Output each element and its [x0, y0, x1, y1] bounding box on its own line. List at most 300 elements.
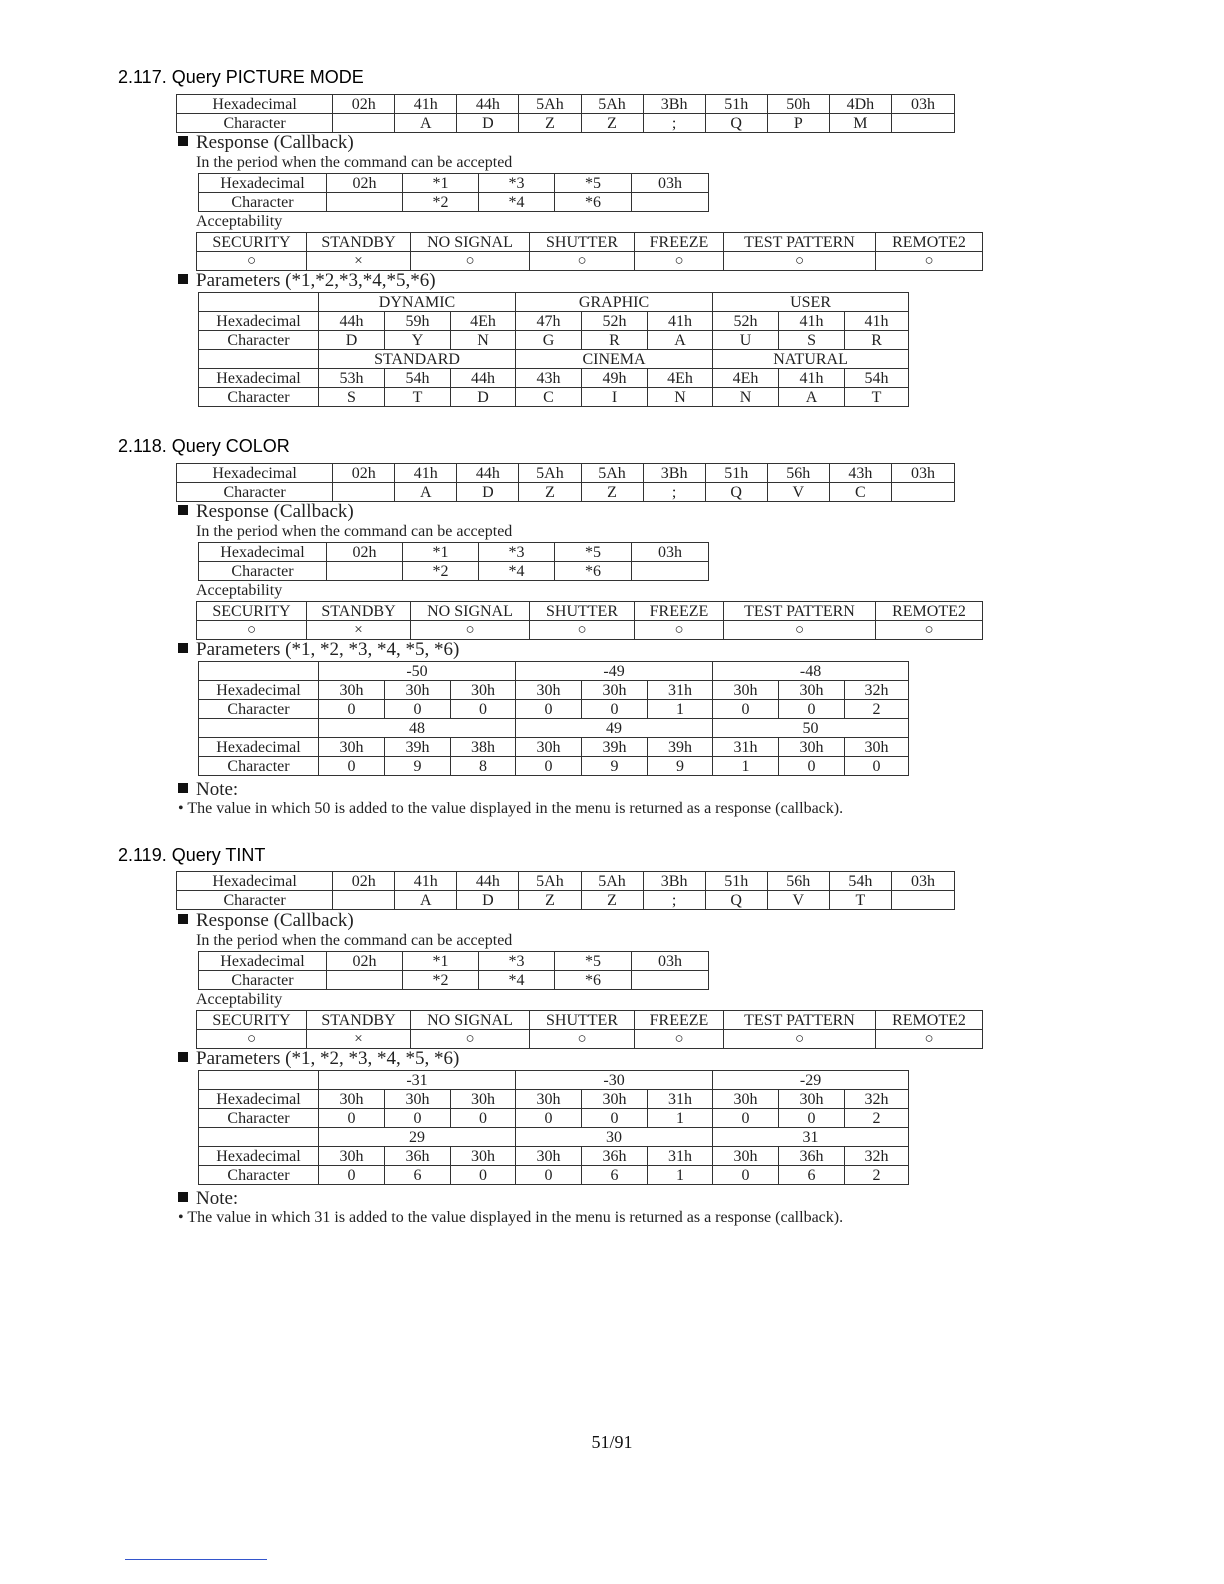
cell: Z	[581, 114, 643, 133]
heading-text: Response (Callback)	[196, 910, 354, 931]
cell: USER	[713, 293, 909, 312]
cell: 1	[648, 700, 713, 719]
cell: Character	[177, 891, 333, 910]
cell: Character	[199, 388, 319, 407]
cell: 48	[319, 719, 516, 738]
cell: 30h	[713, 681, 779, 700]
param-hex-row	[199, 1147, 909, 1166]
cell: *4	[479, 193, 555, 212]
cell: Z	[581, 483, 643, 502]
cell: 32h	[845, 1147, 909, 1166]
bullet-square-icon	[178, 274, 188, 284]
cell: 31h	[648, 1147, 713, 1166]
cell: STANDBY	[307, 1011, 411, 1030]
cell: *6	[555, 562, 632, 581]
cell: 31h	[648, 1090, 713, 1109]
cell	[199, 293, 319, 312]
cell: A	[395, 483, 457, 502]
acceptability-mark: ○	[635, 621, 724, 640]
cell: 44h	[457, 95, 519, 114]
cell: 39h	[648, 738, 713, 757]
cell: D	[457, 891, 519, 910]
cell: 52h	[582, 312, 648, 331]
cell: 30h	[451, 1090, 516, 1109]
cell: 31h	[713, 738, 779, 757]
cell: 56h	[767, 872, 829, 891]
cell: 30h	[451, 1147, 516, 1166]
cell: 32h	[845, 681, 909, 700]
cell: 54h	[385, 369, 451, 388]
response-hex-row	[199, 174, 709, 193]
section-title: 2.119. Query TINT	[118, 845, 266, 865]
param-hex-row	[199, 312, 909, 331]
cell: Hexadecimal	[199, 738, 319, 757]
cell: TEST PATTERN	[724, 1011, 876, 1030]
cell: Y	[385, 331, 451, 350]
cell: NATURAL	[713, 350, 909, 369]
cell: *1	[403, 543, 479, 562]
cell: 30h	[319, 1090, 385, 1109]
cell: 30h	[713, 1090, 779, 1109]
cell: 4Eh	[648, 369, 713, 388]
cell: G	[516, 331, 582, 350]
cell: Character	[177, 483, 333, 502]
cell: 44h	[457, 464, 519, 483]
response-table	[198, 173, 709, 212]
acceptability-mark: ○	[530, 1030, 635, 1049]
cell: A	[779, 388, 845, 407]
cell: 49	[516, 719, 713, 738]
page-number: 51/91	[591, 1432, 633, 1452]
cell: 9	[582, 757, 648, 776]
cell: 0	[582, 700, 648, 719]
cell: U	[713, 331, 779, 350]
cell: SHUTTER	[530, 602, 635, 621]
cell: 41h	[395, 464, 457, 483]
cell: STANDARD	[319, 350, 516, 369]
acceptability-label: Acceptability	[196, 991, 283, 1008]
cell	[891, 891, 954, 910]
cell: NO SIGNAL	[411, 602, 530, 621]
cell: STANDBY	[307, 233, 411, 252]
cell: 1	[713, 757, 779, 776]
response-char-row	[199, 562, 709, 581]
heading-text: Note:	[196, 1188, 239, 1209]
cell: Character	[199, 757, 319, 776]
cell: TEST PATTERN	[724, 602, 876, 621]
cell: 0	[451, 1166, 516, 1185]
acceptability-head-row	[197, 233, 983, 252]
note-heading	[178, 1188, 238, 1210]
cell: Character	[199, 193, 327, 212]
cell: -31	[319, 1071, 516, 1090]
heading-text: Response (Callback)	[196, 501, 354, 522]
cell: 3Bh	[643, 464, 705, 483]
cell: S	[319, 388, 385, 407]
cell: 9	[385, 757, 451, 776]
response-hex-row	[199, 543, 709, 562]
acceptability-label: Acceptability	[196, 582, 283, 599]
cell: D	[319, 331, 385, 350]
cell: 03h	[891, 872, 954, 891]
response-char-row	[199, 193, 709, 212]
acceptability-mark: ○	[724, 621, 876, 640]
cell: 0	[385, 700, 451, 719]
cell: S	[779, 331, 845, 350]
param-hex-row	[199, 369, 909, 388]
acceptability-label: Acceptability	[196, 213, 283, 230]
cell: A	[395, 114, 457, 133]
param-char-row	[199, 331, 909, 350]
cell: 0	[713, 1166, 779, 1185]
cell: Character	[199, 1109, 319, 1128]
cell: 51h	[705, 464, 767, 483]
parameters-table	[198, 1070, 909, 1185]
cell: 31h	[648, 681, 713, 700]
param-char-row	[199, 757, 909, 776]
cell: -48	[713, 662, 909, 681]
command-hex-row	[177, 464, 955, 483]
cell: 2	[845, 1166, 909, 1185]
cell: 30h	[319, 681, 385, 700]
cell: SECURITY	[197, 1011, 307, 1030]
cell: NO SIGNAL	[411, 233, 530, 252]
cell	[327, 193, 403, 212]
cell: 30	[516, 1128, 713, 1147]
cell: Z	[519, 483, 581, 502]
cell: 0	[516, 757, 582, 776]
cell: REMOTE2	[876, 602, 983, 621]
response-heading	[178, 910, 354, 932]
heading-text: Parameters (*1, *2, *3, *4, *5, *6)	[196, 639, 460, 660]
cell: Hexadecimal	[177, 872, 333, 891]
acceptability-mark: ×	[307, 621, 411, 640]
cell: 03h	[891, 464, 954, 483]
bullet-square-icon	[178, 643, 188, 653]
cell: 1	[648, 1109, 713, 1128]
cell: Hexadecimal	[199, 543, 327, 562]
cell: 44h	[319, 312, 385, 331]
cell: Hexadecimal	[199, 174, 327, 193]
cell: -29	[713, 1071, 909, 1090]
cell: Character	[199, 562, 327, 581]
cell: 4Dh	[829, 95, 891, 114]
bullet-square-icon	[178, 783, 188, 793]
acceptability-mark: ○	[635, 252, 724, 271]
cell: 5Ah	[519, 872, 581, 891]
cell: 29	[319, 1128, 516, 1147]
cell: 30h	[385, 681, 451, 700]
cell: -49	[516, 662, 713, 681]
cell: 0	[385, 1109, 451, 1128]
cell: 1	[648, 1166, 713, 1185]
cell: 0	[516, 1166, 582, 1185]
parameters-table	[198, 292, 909, 407]
command-char-row	[177, 483, 955, 502]
cell: *5	[555, 543, 632, 562]
cell: REMOTE2	[876, 1011, 983, 1030]
cell: 9	[648, 757, 713, 776]
acceptability-mark: ○	[724, 1030, 876, 1049]
cell: Character	[199, 971, 327, 990]
cell: 0	[779, 700, 845, 719]
param-group-row	[199, 1071, 909, 1090]
cell: R	[845, 331, 909, 350]
cell: FREEZE	[635, 233, 724, 252]
cell: 0	[779, 757, 845, 776]
cell: 32h	[845, 1090, 909, 1109]
cell	[891, 483, 954, 502]
cell: 31	[713, 1128, 909, 1147]
cell: A	[648, 331, 713, 350]
cell: 5Ah	[581, 872, 643, 891]
cell: Hexadecimal	[199, 952, 327, 971]
cell: 0	[516, 700, 582, 719]
cell	[327, 971, 403, 990]
cell: 30h	[516, 1147, 582, 1166]
param-char-row	[199, 388, 909, 407]
cell: SHUTTER	[530, 233, 635, 252]
command-char-row	[177, 114, 955, 133]
cell: V	[767, 891, 829, 910]
param-group-row	[199, 662, 909, 681]
cell: 0	[582, 1109, 648, 1128]
acceptability-mark: ○	[197, 621, 307, 640]
cell	[333, 483, 395, 502]
cell: 6	[779, 1166, 845, 1185]
cell: 30h	[779, 1090, 845, 1109]
cell: Character	[177, 114, 333, 133]
cell: CINEMA	[516, 350, 713, 369]
bullet-square-icon	[178, 505, 188, 515]
cell: 2	[845, 1109, 909, 1128]
cell: *4	[479, 562, 555, 581]
command-char-row	[177, 891, 955, 910]
cell: Hexadecimal	[199, 369, 319, 388]
acceptability-value-row	[197, 252, 983, 271]
cell: 0	[845, 757, 909, 776]
acceptability-mark: ○	[411, 252, 530, 271]
command-table	[176, 871, 955, 910]
cell: SECURITY	[197, 233, 307, 252]
cell: N	[713, 388, 779, 407]
cell: Q	[705, 114, 767, 133]
cell: 39h	[582, 738, 648, 757]
cell: 4Eh	[713, 369, 779, 388]
cell: Z	[581, 891, 643, 910]
acceptability-table	[196, 1010, 983, 1049]
cell: *4	[479, 971, 555, 990]
cell: 02h	[327, 543, 403, 562]
param-char-row	[199, 1109, 909, 1128]
cell: 44h	[457, 872, 519, 891]
cell: 0	[779, 1109, 845, 1128]
cell: 30h	[713, 1147, 779, 1166]
cell: V	[767, 483, 829, 502]
acceptability-head-row	[197, 1011, 983, 1030]
acceptability-table	[196, 601, 983, 640]
cell: Q	[705, 891, 767, 910]
cell: 41h	[845, 312, 909, 331]
param-hex-row	[199, 681, 909, 700]
note-heading	[178, 779, 238, 801]
cell: 5Ah	[581, 464, 643, 483]
cell: 02h	[333, 95, 395, 114]
acceptability-mark: ○	[197, 252, 307, 271]
cell: 56h	[767, 464, 829, 483]
cell: 0	[713, 1109, 779, 1128]
cell: *6	[555, 971, 632, 990]
cell: Hexadecimal	[199, 1090, 319, 1109]
cell: Hexadecimal	[199, 312, 319, 331]
acceptability-mark: ○	[530, 252, 635, 271]
cell: 30h	[582, 1090, 648, 1109]
cell: DYNAMIC	[319, 293, 516, 312]
acceptability-mark: ○	[724, 252, 876, 271]
heading-text: Parameters (*1, *2, *3, *4, *5, *6)	[196, 1048, 460, 1069]
cell: 41h	[779, 369, 845, 388]
cell: Character	[199, 700, 319, 719]
cell: 30h	[779, 681, 845, 700]
param-group-row	[199, 719, 909, 738]
acceptability-head-row	[197, 602, 983, 621]
cell: 5Ah	[519, 95, 581, 114]
cell: 36h	[779, 1147, 845, 1166]
parameters-heading	[178, 270, 436, 292]
cell: T	[385, 388, 451, 407]
cell	[199, 1128, 319, 1147]
cell: 02h	[333, 464, 395, 483]
cell	[891, 114, 954, 133]
acceptability-mark: ○	[530, 621, 635, 640]
parameters-heading	[178, 639, 459, 661]
cell: 30h	[516, 738, 582, 757]
cell: 5Ah	[581, 95, 643, 114]
cell	[199, 719, 319, 738]
cell: T	[829, 891, 891, 910]
cell: 30h	[451, 681, 516, 700]
cell: 51h	[705, 872, 767, 891]
param-char-row	[199, 1166, 909, 1185]
footer-rule	[125, 1559, 267, 1560]
cell: 4Eh	[451, 312, 516, 331]
cell: Hexadecimal	[199, 1147, 319, 1166]
acceptability-mark: ○	[197, 1030, 307, 1049]
acceptability-value-row	[197, 1030, 983, 1049]
cell	[199, 350, 319, 369]
cell: 30h	[319, 1147, 385, 1166]
cell: 03h	[891, 95, 954, 114]
cell: 3Bh	[643, 95, 705, 114]
cell: FREEZE	[635, 602, 724, 621]
note-text: • The value in which 31 is added to the value displayed in the menu is returned as a response (callback).	[178, 1209, 844, 1226]
command-table	[176, 94, 955, 133]
bullet-square-icon	[178, 1192, 188, 1202]
cell: M	[829, 114, 891, 133]
cell: *5	[555, 174, 632, 193]
note-text: • The value in which 50 is added to the value displayed in the menu is returned as a response (callback).	[178, 800, 844, 817]
acceptability-mark: ○	[876, 1030, 983, 1049]
cell: 2	[845, 700, 909, 719]
response-char-row	[199, 971, 709, 990]
cell: Hexadecimal	[177, 464, 333, 483]
cell: Hexadecimal	[199, 681, 319, 700]
cell: 44h	[451, 369, 516, 388]
parameters-table	[198, 661, 909, 776]
cell: GRAPHIC	[516, 293, 713, 312]
heading-text: Response (Callback)	[196, 132, 354, 153]
cell	[333, 114, 395, 133]
cell: *5	[555, 952, 632, 971]
cell: T	[845, 388, 909, 407]
heading-text: Note:	[196, 779, 239, 800]
param-group-row	[199, 350, 909, 369]
cell: *3	[479, 952, 555, 971]
cell: R	[582, 331, 648, 350]
cell: 0	[713, 700, 779, 719]
cell: 0	[516, 1109, 582, 1128]
cell: D	[457, 483, 519, 502]
acceptability-mark: ×	[307, 1030, 411, 1049]
cell: -30	[516, 1071, 713, 1090]
cell: *2	[403, 562, 479, 581]
acceptability-table	[196, 232, 983, 271]
cell: 41h	[395, 872, 457, 891]
cell: 54h	[845, 369, 909, 388]
cell: 52h	[713, 312, 779, 331]
cell: *3	[479, 543, 555, 562]
cell: *1	[403, 174, 479, 193]
cell: N	[648, 388, 713, 407]
cell: 0	[451, 1109, 516, 1128]
cell: SECURITY	[197, 602, 307, 621]
cell: 51h	[705, 95, 767, 114]
command-hex-row	[177, 872, 955, 891]
heading-text: Parameters (*1,*2,*3,*4,*5,*6)	[196, 270, 436, 291]
cell: 0	[319, 700, 385, 719]
section-title: 2.118. Query COLOR	[118, 436, 290, 456]
cell: D	[451, 388, 516, 407]
cell: STANDBY	[307, 602, 411, 621]
cell: 3Bh	[643, 872, 705, 891]
cell: *2	[403, 971, 479, 990]
cell: ;	[643, 483, 705, 502]
cell: D	[457, 114, 519, 133]
cell: 0	[451, 700, 516, 719]
cell: REMOTE2	[876, 233, 983, 252]
cell: 41h	[648, 312, 713, 331]
cell	[632, 193, 709, 212]
bullet-square-icon	[178, 136, 188, 146]
cell: Z	[519, 114, 581, 133]
cell: Character	[199, 331, 319, 350]
cell: Character	[199, 1166, 319, 1185]
acceptability-mark: ○	[876, 621, 983, 640]
cell: 59h	[385, 312, 451, 331]
param-hex-row	[199, 738, 909, 757]
command-hex-row	[177, 95, 955, 114]
acceptability-mark: ○	[876, 252, 983, 271]
cell: FREEZE	[635, 1011, 724, 1030]
response-heading	[178, 501, 354, 523]
cell: 36h	[385, 1147, 451, 1166]
param-group-row	[199, 1128, 909, 1147]
period-text: In the period when the command can be accepted	[196, 154, 513, 171]
cell: 0	[319, 757, 385, 776]
cell: 30h	[516, 1090, 582, 1109]
cell: P	[767, 114, 829, 133]
cell: 0	[319, 1109, 385, 1128]
